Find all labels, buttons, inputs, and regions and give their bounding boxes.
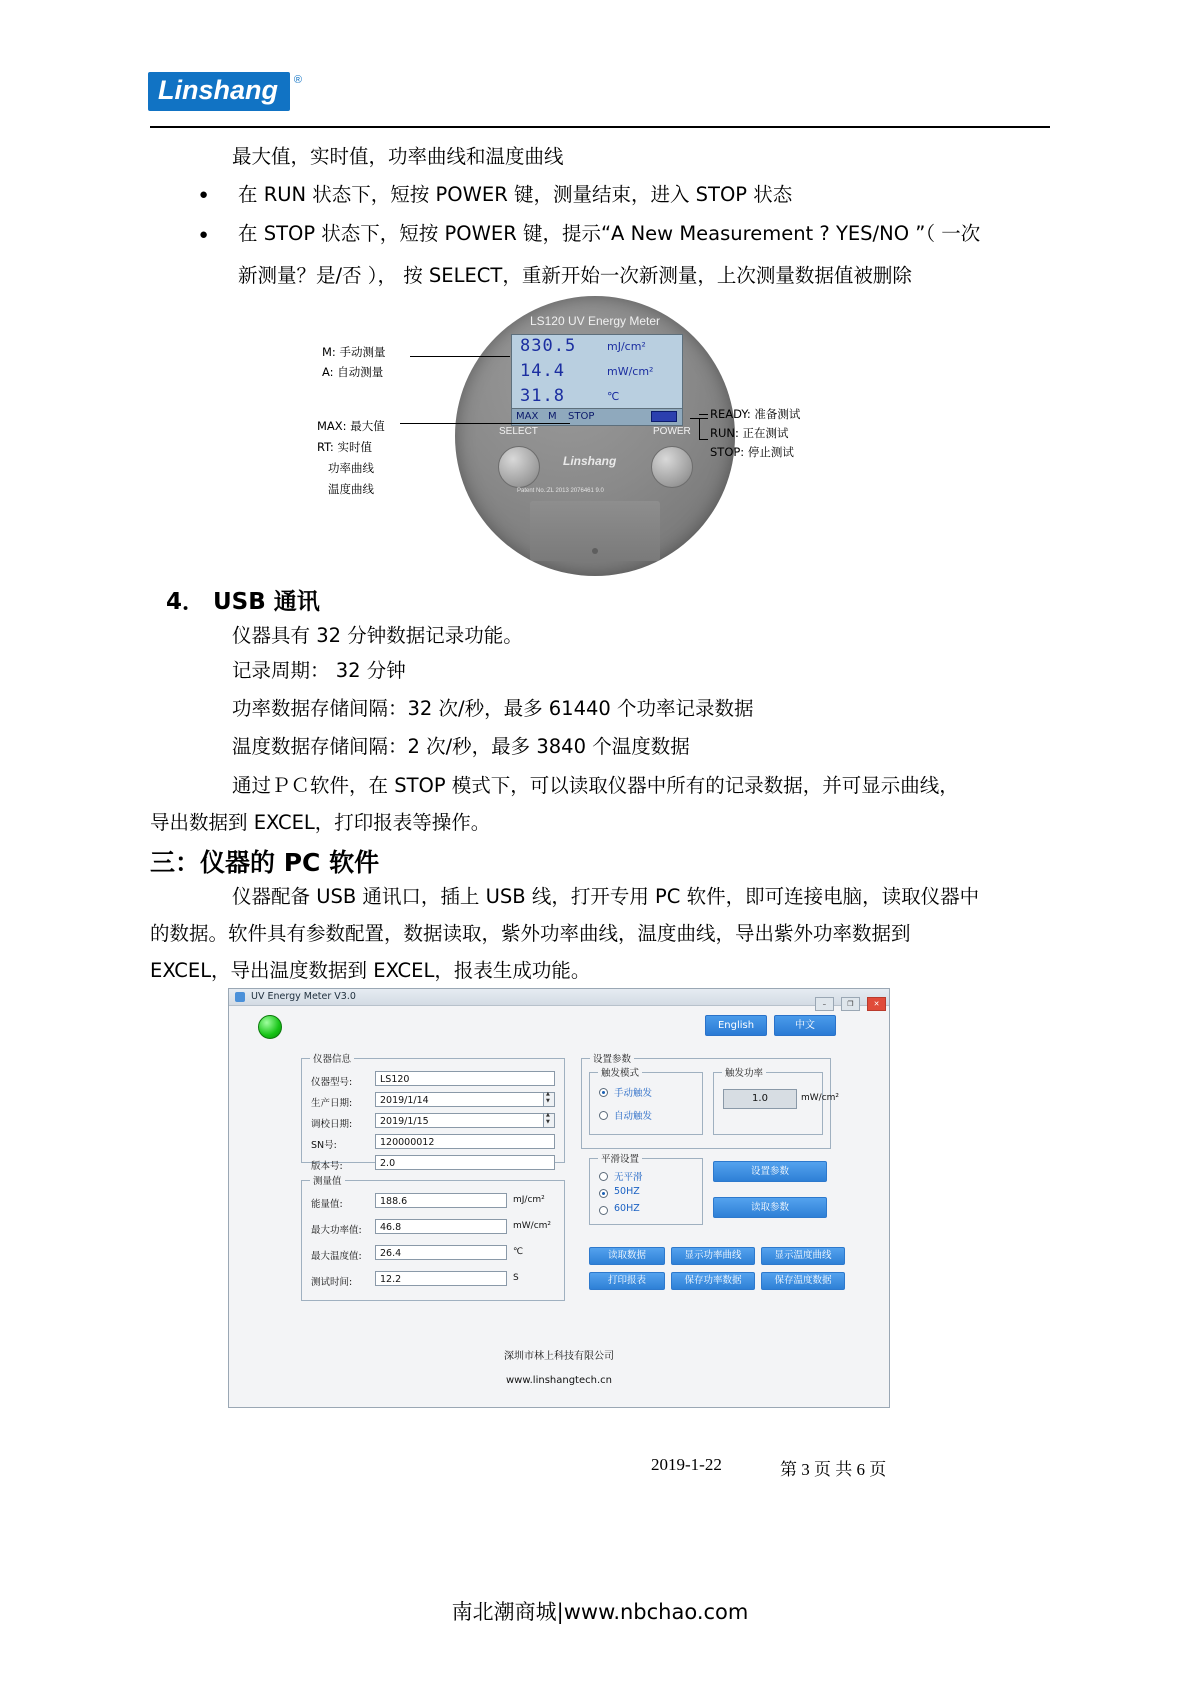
group-measurements-title: 测量值 bbox=[313, 1176, 342, 1187]
lcd-status-mode: M bbox=[548, 411, 557, 422]
window-titlebar bbox=[229, 989, 889, 1006]
lcd-temp-value: 31.8 bbox=[520, 386, 565, 406]
footer-page-number: 第 3 页 共 6 页 bbox=[780, 1460, 887, 1479]
input-max-power[interactable]: 46.8 bbox=[375, 1219, 507, 1234]
bullet-text-2a: 在 STOP 状态下，短按 POWER 键，提示“A New Measurement ? YES/NO ”（ 一次 bbox=[238, 222, 981, 245]
section-4-line-2: 记录周期： 32 分钟 bbox=[232, 659, 406, 682]
meter-patent-label: Patent No.:ZL 2013 2076461 9.0 bbox=[517, 488, 604, 494]
radio-auto-trigger[interactable] bbox=[599, 1111, 608, 1120]
lcd-status-max: MAX bbox=[516, 411, 539, 422]
label-max-power: 最大功率值: bbox=[311, 1225, 362, 1236]
label-model: 仪器型号: bbox=[311, 1077, 353, 1088]
callout-ready: READY: 准备测试 bbox=[710, 407, 801, 421]
label-energy: 能量值: bbox=[311, 1199, 343, 1210]
section-4-line-1: 仪器具有 32 分钟数据记录功能。 bbox=[232, 624, 523, 647]
input-production-date[interactable]: 2019/1/14 bbox=[375, 1092, 544, 1107]
lcd-status-stop: STOP bbox=[568, 411, 595, 422]
input-trigger-power[interactable]: 1.0 bbox=[723, 1089, 797, 1109]
unit-energy: mJ/cm² bbox=[513, 1195, 545, 1205]
app-icon bbox=[235, 992, 245, 1002]
section-4-line-5: 通过ＰＣ软件，在 STOP 模式下，可以读取仪器中所有的记录数据，并可显示曲线， bbox=[232, 774, 959, 797]
group-trigger-mode-title: 触发模式 bbox=[601, 1068, 640, 1079]
company-logo bbox=[148, 72, 302, 111]
input-model[interactable]: LS120 bbox=[375, 1071, 555, 1086]
radio-50hz[interactable] bbox=[599, 1189, 608, 1198]
print-report-button[interactable]: 打印报表 bbox=[589, 1272, 665, 1290]
section-4-line-4: 温度数据存储间隔：2 次/秒，最多 3840 个温度数据 bbox=[232, 735, 690, 758]
unit-test-time: S bbox=[513, 1273, 519, 1283]
unit-trigger-power: mW/cm² bbox=[801, 1093, 840, 1103]
callout-manual-mode: M: 手动测量 bbox=[322, 345, 386, 359]
screw-icon bbox=[592, 548, 598, 554]
radio-60hz[interactable] bbox=[599, 1206, 608, 1215]
lcd-power-unit: mW/cm² bbox=[607, 365, 654, 378]
section-4-line-3: 功率数据存储间隔：32 次/秒，最多 61440 个功率记录数据 bbox=[232, 697, 754, 720]
label-calibration-date: 调校日期: bbox=[311, 1119, 353, 1130]
save-power-data-button[interactable]: 保存功率数据 bbox=[671, 1272, 755, 1290]
input-version[interactable]: 2.0 bbox=[375, 1155, 555, 1170]
radio-60hz-label: 60HZ bbox=[614, 1203, 640, 1214]
radio-auto-trigger-label: 自动触发 bbox=[614, 1111, 653, 1122]
lcd-energy-unit: mJ/cm² bbox=[607, 340, 646, 353]
battery-icon bbox=[651, 411, 677, 422]
leader-line-5 bbox=[699, 414, 708, 415]
lcd-power-value: 14.4 bbox=[520, 361, 565, 381]
unit-max-power: mW/cm² bbox=[513, 1221, 552, 1231]
leader-line-6 bbox=[699, 439, 708, 440]
app-website: www.linshangtech.cn bbox=[506, 1375, 612, 1386]
group-trigger-mode bbox=[589, 1065, 703, 1135]
label-production-date: 生产日期: bbox=[311, 1098, 353, 1109]
window-title: UV Energy Meter V3.0 bbox=[251, 991, 356, 1002]
close-button[interactable]: ✕ bbox=[867, 997, 886, 1011]
unit-max-temp: ℃ bbox=[513, 1247, 524, 1257]
footer-date: 2019-1-22 bbox=[651, 1455, 722, 1474]
set-parameters-button[interactable]: 设置参数 bbox=[713, 1161, 827, 1182]
power-button-label: POWER bbox=[653, 426, 691, 437]
logo-text: Linshang bbox=[148, 72, 290, 111]
read-parameters-button[interactable]: 读取参数 bbox=[713, 1197, 827, 1218]
show-power-curve-button[interactable]: 显示功率曲线 bbox=[671, 1247, 755, 1265]
label-test-time: 测试时间: bbox=[311, 1277, 353, 1288]
bullet-text-2b: 新测量？是/否 ）， 按 SELECT，重新开始一次新测量，上次测量数据值被删除 bbox=[238, 264, 912, 287]
paragraph-line-1: 最大值，实时值，功率曲线和温度曲线 bbox=[232, 145, 564, 168]
callout-temp-curve: 温度曲线 bbox=[328, 482, 374, 496]
radio-50hz-label: 50HZ bbox=[614, 1186, 640, 1197]
leader-line-2 bbox=[400, 423, 570, 424]
input-max-temp[interactable]: 26.4 bbox=[375, 1245, 507, 1260]
callout-realtime: RT: 实时值 bbox=[317, 440, 372, 454]
callout-run: RUN: 正在测试 bbox=[710, 426, 789, 440]
section-3-line-1: 仪器配备 USB 通讯口，插上 USB 线，打开专用 PC 软件，即可连接电脑，读取仪器中 bbox=[232, 885, 980, 908]
radio-manual-trigger-label: 手动触发 bbox=[614, 1088, 653, 1099]
callout-max-value: MAX: 最大值 bbox=[317, 419, 385, 433]
select-button-label: SELECT bbox=[499, 426, 538, 437]
leader-line-4 bbox=[699, 418, 700, 440]
bullet-icon-1: ● bbox=[199, 187, 209, 203]
callout-auto-mode: A: 自动测量 bbox=[322, 365, 384, 379]
meter-select-button[interactable] bbox=[498, 446, 540, 488]
header-divider bbox=[150, 126, 1050, 128]
group-parameters-title: 设置参数 bbox=[593, 1054, 632, 1065]
group-device-info-title: 仪器信息 bbox=[313, 1054, 352, 1065]
section-4-line-6: 导出数据到 EXCEL，打印报表等操作。 bbox=[150, 811, 491, 834]
watermark: 南北潮商城|www.nbchao.com bbox=[451, 1600, 749, 1624]
meter-lcd-display bbox=[511, 334, 683, 426]
language-chinese-button[interactable]: 中文 bbox=[774, 1015, 836, 1036]
leader-line-1 bbox=[410, 356, 510, 357]
maximize-button[interactable]: ❐ bbox=[841, 997, 860, 1011]
section-3-title: 三：仪器的 PC 软件 bbox=[150, 848, 380, 877]
pc-software-window bbox=[228, 988, 890, 1408]
read-data-button[interactable]: 读取数据 bbox=[589, 1247, 665, 1265]
radio-manual-trigger[interactable] bbox=[599, 1088, 608, 1097]
meter-model-label: LS120 UV Energy Meter bbox=[529, 314, 661, 328]
lcd-energy-value: 830.5 bbox=[520, 336, 577, 356]
input-sn[interactable]: 120000012 bbox=[375, 1134, 555, 1149]
save-temp-data-button[interactable]: 保存温度数据 bbox=[761, 1272, 845, 1290]
input-test-time[interactable]: 12.2 bbox=[375, 1271, 507, 1286]
bullet-icon-2: ● bbox=[199, 227, 209, 243]
input-calibration-date[interactable]: 2019/1/15 bbox=[375, 1113, 544, 1128]
meter-illustration bbox=[300, 296, 920, 576]
meter-body bbox=[455, 296, 735, 576]
section-4-title: 4． USB 通讯 bbox=[166, 589, 320, 615]
section-3-line-2: 的数据。软件具有参数配置，数据读取，紫外功率曲线，温度曲线，导出紫外功率数据到 bbox=[150, 922, 911, 945]
window-buttons bbox=[813, 991, 886, 1011]
connection-status-indicator bbox=[258, 1015, 282, 1039]
callout-stop: STOP: 停止测试 bbox=[710, 445, 794, 459]
app-company-name: 深圳市林上科技有限公司 bbox=[504, 1351, 614, 1362]
radio-no-smoothing-label: 无平滑 bbox=[614, 1172, 643, 1183]
lcd-temp-unit: ℃ bbox=[607, 390, 620, 403]
label-max-temp: 最大温度值: bbox=[311, 1251, 362, 1262]
minimize-button[interactable]: – bbox=[815, 997, 834, 1011]
input-energy[interactable]: 188.6 bbox=[375, 1193, 507, 1208]
label-version: 版本号: bbox=[311, 1161, 343, 1172]
show-temp-curve-button[interactable]: 显示温度曲线 bbox=[761, 1247, 845, 1265]
bullet-text-1: 在 RUN 状态下，短按 POWER 键，测量结束，进入 STOP 状态 bbox=[238, 183, 793, 206]
section-3-line-3: EXCEL，导出温度数据到 EXCEL，报表生成功能。 bbox=[150, 959, 591, 982]
spinner-calibration-date[interactable] bbox=[544, 1113, 555, 1128]
group-smoothing-title: 平滑设置 bbox=[601, 1154, 640, 1165]
registered-mark-icon: ® bbox=[293, 74, 302, 86]
meter-power-button[interactable] bbox=[651, 446, 693, 488]
radio-no-smoothing[interactable] bbox=[599, 1172, 608, 1181]
label-sn: SN号: bbox=[311, 1140, 337, 1151]
spinner-production-date[interactable] bbox=[544, 1092, 555, 1107]
language-english-button[interactable]: English bbox=[705, 1015, 767, 1036]
meter-brand-label: Linshang bbox=[563, 454, 617, 468]
callout-power-curve: 功率曲线 bbox=[328, 461, 374, 475]
group-trigger-power-title: 触发功率 bbox=[725, 1068, 764, 1079]
